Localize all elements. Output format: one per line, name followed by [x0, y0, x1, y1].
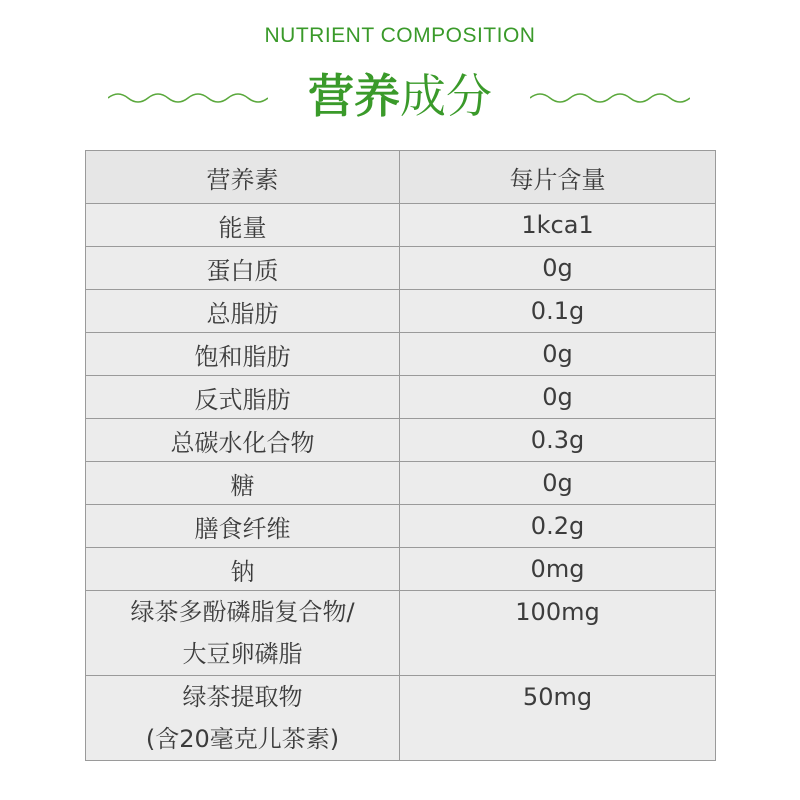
header-nutrient: 营养素	[86, 151, 400, 204]
table-header-row	[86, 151, 716, 204]
nutrient-name-line1: 绿茶多酚磷脂复合物/	[130, 598, 355, 626]
nutrient-name: 糖	[86, 462, 400, 505]
nutrient-name: 能量	[86, 204, 400, 247]
nutrient-name	[86, 591, 400, 676]
table-row	[86, 290, 716, 333]
table-row	[86, 462, 716, 505]
nutrient-value: 0g	[400, 247, 716, 290]
nutrition-table	[85, 150, 716, 761]
nutrient-name	[86, 676, 400, 761]
nutrient-name: 膳食纤维	[86, 505, 400, 548]
chinese-title-part2: 成分	[400, 69, 492, 123]
table-row	[86, 204, 716, 247]
nutrient-name: 总碳水化合物	[86, 419, 400, 462]
nutrient-value: 0mg	[400, 548, 716, 591]
table-row	[86, 376, 716, 419]
table-row	[86, 419, 716, 462]
nutrient-value: 0g	[400, 376, 716, 419]
table-row	[86, 591, 716, 676]
nutrient-name-line1: 绿茶提取物	[182, 683, 303, 711]
nutrient-value-text: 100mg	[515, 598, 600, 626]
nutrient-name-line2: 大豆卵磷脂	[182, 640, 303, 668]
nutrient-value: 0g	[400, 333, 716, 376]
nutrient-value: 0.2g	[400, 505, 716, 548]
nutrient-name: 饱和脂肪	[86, 333, 400, 376]
nutrient-name: 反式脂肪	[86, 376, 400, 419]
table-row	[86, 676, 716, 761]
header-amount-per-tablet: 每片含量	[400, 151, 716, 204]
english-title: NUTRIENT COMPOSITION	[264, 24, 536, 47]
nutrient-name: 钠	[86, 548, 400, 591]
nutrient-value	[400, 676, 716, 761]
table-row	[86, 247, 716, 290]
nutrient-value: 0g	[400, 462, 716, 505]
nutrient-name: 总脂肪	[86, 290, 400, 333]
chinese-title-row	[0, 64, 800, 128]
nutrient-value: 0.3g	[400, 419, 716, 462]
nutrient-name-line2: (含20毫克儿茶素)	[145, 725, 340, 753]
nutrient-value: 1kca1	[400, 204, 716, 247]
chinese-title-part1: 营养	[308, 69, 400, 123]
table-row	[86, 548, 716, 591]
nutrient-value-text: 50mg	[522, 683, 593, 711]
nutrient-value	[400, 591, 716, 676]
table-row	[86, 333, 716, 376]
nutrient-name: 蛋白质	[86, 247, 400, 290]
right-wave-decoration	[530, 88, 690, 104]
nutrient-value: 0.1g	[400, 290, 716, 333]
table-row	[86, 505, 716, 548]
